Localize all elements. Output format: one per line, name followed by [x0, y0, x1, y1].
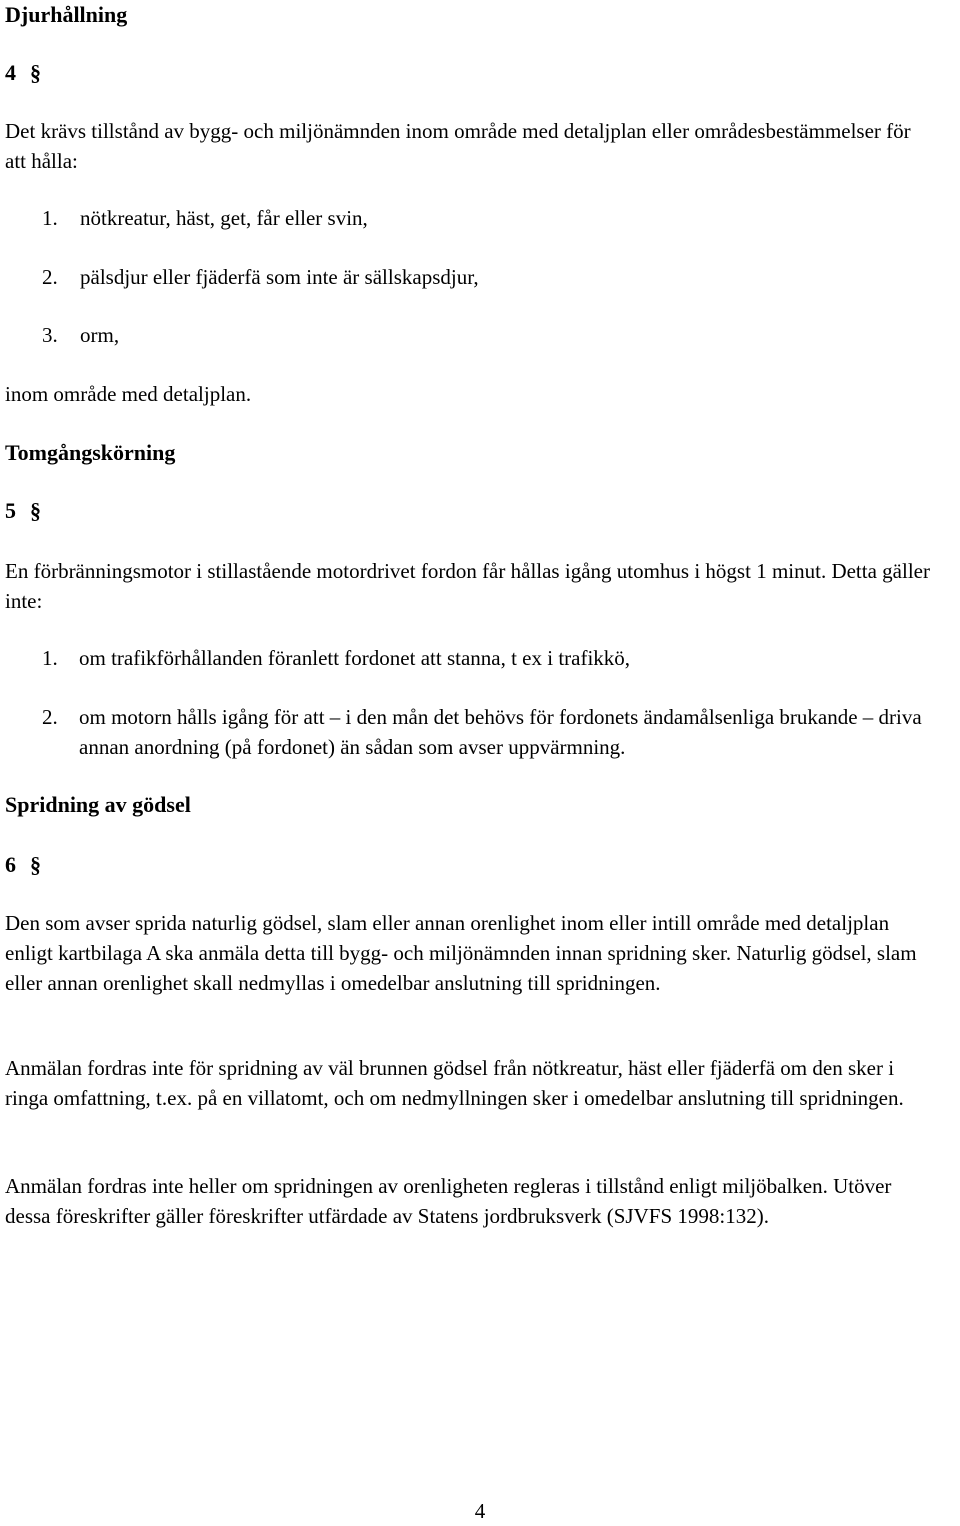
section-number: 4 — [5, 60, 16, 85]
list-item-number: 3. — [42, 323, 58, 347]
paragraph-sec6-1: Den som avser sprida naturlig gödsel, slam eller annan orenlighet inom eller intill område med detaljplan enligt kartbilaga A ska anmäla detta till bygg- och miljönämnden innan spridning sker. Naturlig gödsel, slam eller annan orenlighet skall nedmyllas i omedelbar anslutning till spridningen. — [5, 911, 917, 995]
section-sign: § — [30, 60, 41, 85]
list-item-number: 1. — [42, 646, 58, 670]
list-item-number: 1. — [42, 206, 58, 230]
section-number-6 — [5, 850, 41, 880]
section-number: 6 — [5, 852, 16, 877]
list-item — [42, 203, 368, 233]
list-item-text: orm, — [80, 323, 120, 347]
section-heading-djurhallning: Djurhållning — [5, 2, 128, 27]
section-heading-spridning-av-godsel: Spridning av gödsel — [5, 792, 191, 817]
paragraph-sec4-intro: Det krävs tillstånd av bygg- och miljönämnden inom område med detaljplan eller områdesbestämmelser för att hålla: — [5, 119, 911, 173]
section-number: 5 — [5, 498, 16, 523]
section-sign: § — [30, 852, 41, 877]
list-item-text: pälsdjur eller fjäderfä som inte är sällskapsdjur, — [80, 265, 479, 289]
paragraph-sec6-2: Anmälan fordras inte för spridning av väl brunnen gödsel från nötkreatur, häst eller fjäderfä om den sker i ringa omfattning, t.ex. på en villatomt, och om nedmyllningen sker i omedelbar anslutning till spridningen. — [5, 1056, 904, 1110]
list-item — [42, 643, 937, 673]
section-number-5 — [5, 496, 41, 526]
section-sign: § — [30, 498, 41, 523]
page-number: 4 — [474, 1499, 486, 1523]
list-item-text: om trafikförhållanden föranlett fordonet att stanna, t ex i trafikkö, — [79, 646, 631, 670]
list-item-text: nötkreatur, häst, get, får eller svin, — [80, 206, 368, 230]
list-item-number: 2. — [42, 705, 58, 729]
section-heading-tomgangskorning: Tomgångskörning — [5, 440, 176, 465]
paragraph-sec5-intro: En förbränningsmotor i stillastående motordrivet fordon får hållas igång utomhus i högst 1 minut. Detta gäller inte: — [5, 559, 930, 613]
list-item — [42, 262, 479, 292]
list-item-number: 2. — [42, 265, 58, 289]
paragraph-sec6-3: Anmälan fordras inte heller om spridningen av orenligheten regleras i tillstånd enligt miljöbalken. Utöver dessa föreskrifter gäller föreskrifter utfärdade av Statens jordbruksverk (SJVFS 1998:132). — [5, 1174, 892, 1228]
section-number-4 — [5, 58, 41, 88]
list-item — [42, 320, 119, 350]
paragraph-sec4-closing: inom område med detaljplan. — [5, 382, 252, 406]
list-item-text: om motorn hålls igång för att – i den mån det behövs för fordonets ändamålsenliga brukande – driva annan anordning (på fordonet) än sådan som avser uppvärmning. — [79, 705, 922, 759]
list-item — [42, 702, 937, 762]
